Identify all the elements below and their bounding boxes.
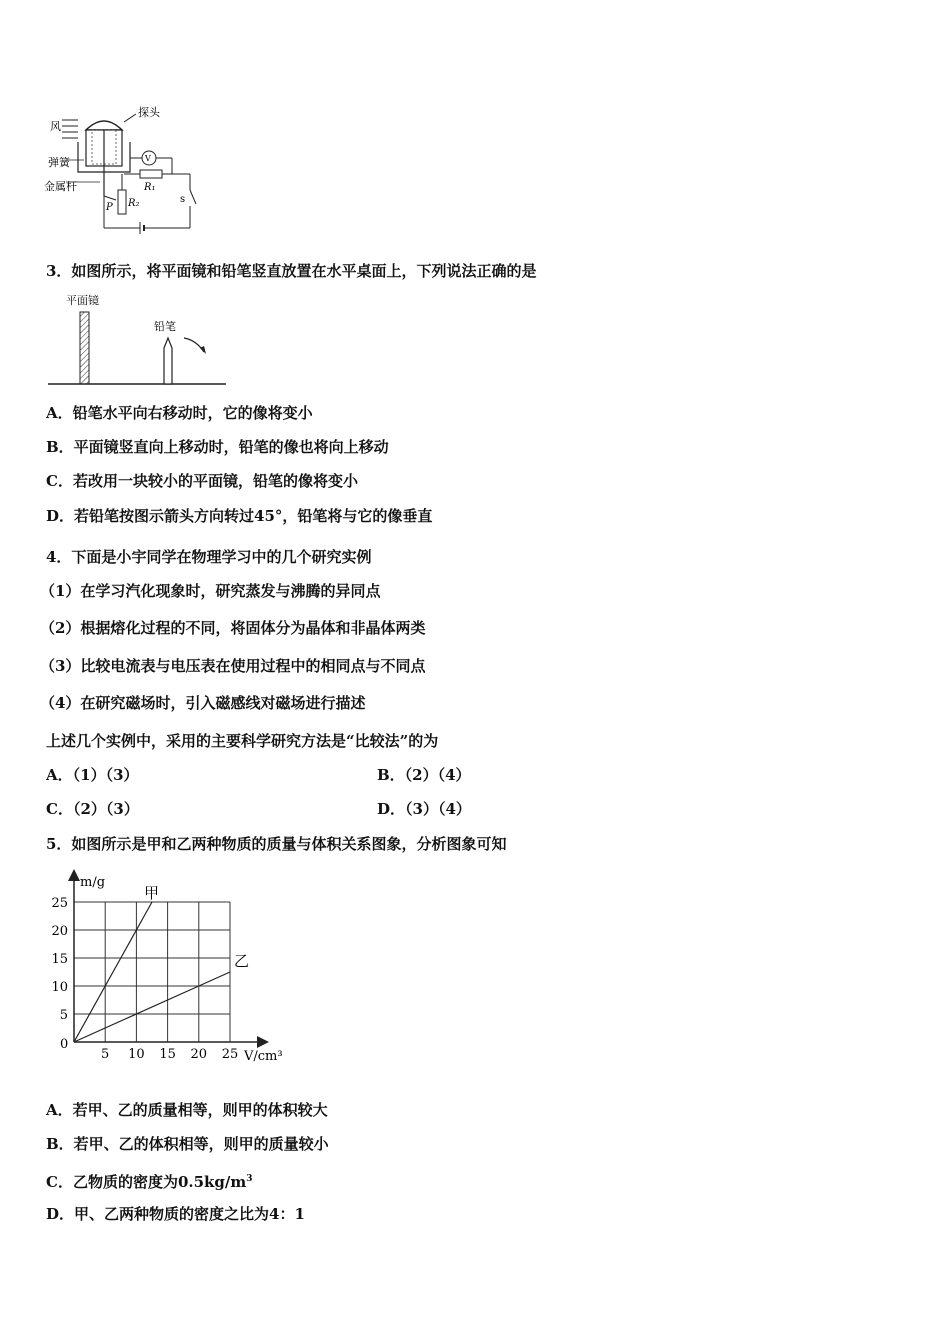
mirror-pencil-diagram [44, 290, 234, 390]
s-label: s [180, 194, 186, 205]
q4-option-a: A．（1）（3） [46, 766, 139, 784]
q5-stem: 5．如图所示是甲和乙两种物质的质量与体积关系图象，分析图象可知 [46, 835, 507, 853]
q3-option-d: D．若铅笔按图示箭头方向转过45°，铅笔将与它的像垂直 [46, 507, 433, 525]
p-label: P [106, 202, 113, 213]
y-tick-label: 20 [51, 924, 68, 939]
voltmeter-label: V [145, 154, 151, 163]
probe-label: 探头 [138, 106, 160, 119]
x-tick-label: 15 [159, 1047, 176, 1062]
x-tick-label: 25 [221, 1047, 239, 1062]
chart-svg [40, 862, 300, 1072]
q5-option-d: D．甲、乙两种物质的密度之比为4：1 [46, 1205, 305, 1223]
q4-option-c: C．（2）（3） [46, 800, 139, 818]
mirror-shape [80, 312, 89, 384]
q4-item-1: （1）在学习汽化现象时，研究蒸发与沸腾的异同点 [40, 582, 381, 600]
q4-question: 上述几个实例中，采用的主要科学研究方法是“比较法”的为 [46, 732, 439, 750]
series-label-jia: 甲 [144, 884, 160, 902]
origin-label: 0 [60, 1037, 69, 1052]
q5-option-b: B．若甲、乙的体积相等，则甲的质量较小 [46, 1135, 329, 1153]
q4-stem: 4．下面是小宇同学在物理学习中的几个研究实例 [46, 548, 372, 566]
q3-option-b: B．平面镜竖直向上移动时，铅笔的像也将向上移动 [46, 438, 389, 456]
rotation-arrow [184, 338, 204, 352]
x-tick-label: 20 [190, 1047, 208, 1062]
series-line-yi [74, 972, 230, 1042]
r1-label: R₁ [144, 182, 156, 193]
mirror-pencil-figure [44, 290, 234, 390]
rod-label: 金属杆 [44, 180, 77, 193]
pencil-label: 铅笔 [154, 320, 176, 333]
x-tick-label: 10 [128, 1047, 145, 1062]
q3-stem: 3．如图所示，将平面镜和铅笔竖直放置在水平桌面上，下列说法正确的是 [46, 262, 537, 280]
r2-label: R₂ [128, 198, 140, 209]
wind-sensor-diagram [44, 100, 214, 240]
wind-sensor-figure [44, 100, 214, 240]
series-label-yi: 乙 [234, 952, 250, 970]
q4-item-3: （3）比较电流表与电压表在使用过程中的相同点与不同点 [40, 657, 426, 675]
q5-option-a: A．若甲、乙的质量相等，则甲的体积较大 [46, 1101, 328, 1119]
y-tick-label: 25 [51, 896, 68, 911]
series-line-jia [74, 902, 152, 1042]
y-axis-label: m/g [80, 875, 106, 890]
x-tick-label: 5 [101, 1047, 110, 1062]
spring-label: 弹簧 [48, 156, 70, 169]
q4-option-d: D．（3）（4） [377, 800, 471, 818]
q4-item-4: （4）在研究磁场时，引入磁感线对磁场进行描述 [40, 694, 366, 712]
q5-option-c-sup: 3 [246, 1174, 253, 1184]
mirror-label: 平面镜 [66, 294, 99, 307]
q3-option-c: C．若改用一块较小的平面镜，铅笔的像将变小 [46, 472, 358, 490]
mass-volume-chart [40, 862, 300, 1072]
q4-option-b: B．（2）（4） [377, 766, 471, 784]
q5-option-c-text: C．乙物质的密度为0.5kg/m [46, 1173, 247, 1191]
wind-label: 风 [50, 120, 61, 133]
q4-item-2: （2）根据熔化过程的不同，将固体分为晶体和非晶体两类 [40, 619, 426, 637]
q3-option-a: A．铅笔水平向右移动时，它的像将变小 [46, 404, 313, 422]
x-axis-label: V/cm³ [244, 1049, 283, 1064]
q5-option-c [46, 1169, 253, 1192]
pencil-shape [164, 338, 172, 384]
y-tick-label: 10 [51, 980, 68, 995]
y-tick-label: 15 [51, 952, 68, 967]
y-tick-label: 5 [59, 1008, 68, 1023]
